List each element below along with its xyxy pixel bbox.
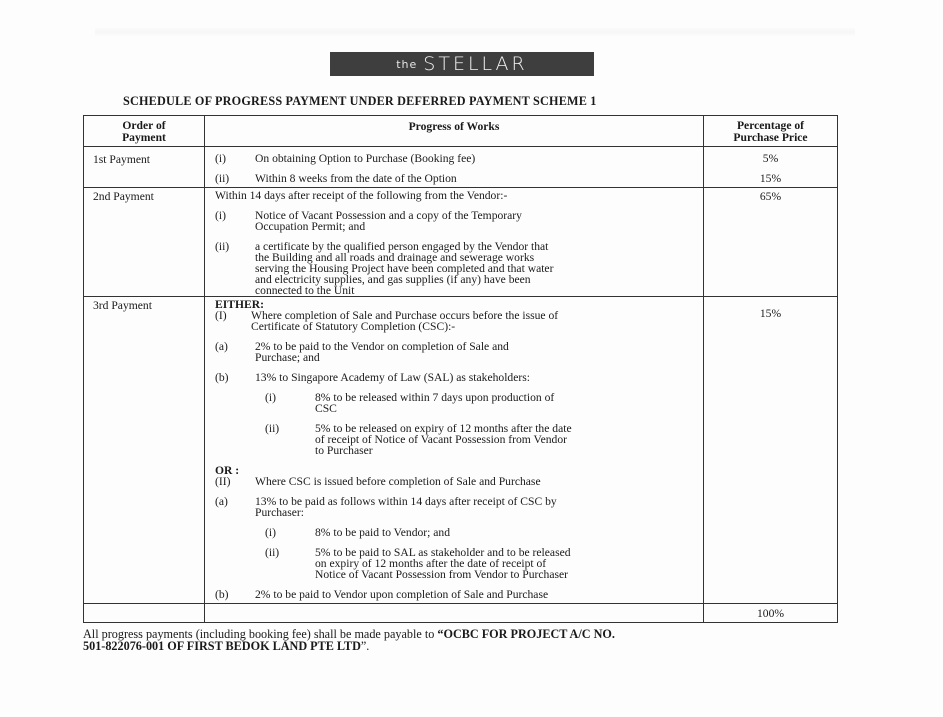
item-text: 2% to be paid to the Vendor on completion of Sale and Purchase; and (255, 340, 509, 364)
item-text: Where completion of Sale and Purchase occurs before the issue of Certificate of Statutory Completion (CSC):- (251, 309, 559, 333)
item-text: Within 8 weeks from the date of the Option (255, 172, 457, 185)
percentage-value: 15% (759, 307, 782, 320)
works-cell (205, 297, 704, 604)
order-cell (84, 297, 205, 604)
percentage-value: 65% (759, 190, 782, 203)
works-item (205, 589, 703, 600)
item-marker: (b) (215, 588, 229, 601)
table-row (84, 297, 838, 604)
item-text: 2% to be paid to Vendor upon completion of Sale and Purchase (255, 588, 549, 601)
works-cell (205, 147, 704, 188)
order-label: 3rd Payment (93, 299, 152, 312)
item-marker: (ii) (215, 172, 230, 185)
item-marker: (II) (215, 475, 231, 488)
works-item (205, 210, 703, 232)
header-works-label: Progress of Works (408, 120, 500, 133)
total-empty-cell (84, 604, 205, 623)
item-marker: (ii) (265, 546, 280, 559)
item-marker: (a) (215, 495, 228, 508)
works-subitem (205, 392, 703, 414)
table-header-row (84, 116, 838, 147)
order-cell (84, 147, 205, 188)
works-item (205, 372, 703, 383)
item-text: Notice of Vacant Possession and a copy of the Temporary Occupation Permit; and (255, 209, 522, 233)
total-empty-cell (205, 604, 704, 623)
item-marker: (i) (215, 152, 226, 165)
either-label: EITHER: (215, 298, 264, 311)
item-marker: (i) (215, 209, 226, 222)
percentage-cell (704, 188, 838, 297)
or-label: OR : (215, 464, 240, 477)
works-cell (205, 188, 704, 297)
works-subitem (205, 423, 703, 456)
header-works (205, 116, 704, 147)
works-item (205, 341, 703, 363)
scan-artifact (95, 28, 855, 36)
option-two (205, 476, 703, 487)
header-order (84, 116, 205, 147)
works-item (205, 241, 703, 296)
works-item (205, 496, 703, 518)
item-text: a certificate by the qualified person engaged by the Vendor that the Building and all roads and drainage and sewerage works serving the Housing Project have been completed and that water and electricity supplies, and gas supplies (if any) have been connected to the Unit (255, 240, 554, 297)
table-row (84, 188, 838, 297)
payment-note (83, 628, 843, 652)
percentage-value: 15% (759, 172, 782, 185)
item-marker: (b) (215, 371, 229, 384)
item-marker: (ii) (215, 240, 230, 253)
header-pct-line1: Percentage of (736, 119, 805, 132)
order-cell (84, 188, 205, 297)
percentage-cell (704, 297, 838, 604)
item-text: 8% to be paid to Vendor; and (315, 526, 451, 539)
option-one (205, 310, 703, 332)
item-marker: (a) (215, 340, 228, 353)
item-marker: (I) (215, 309, 227, 322)
item-text: Where CSC is issued before completion of Sale and Purchase (255, 475, 541, 488)
payment-schedule-table (83, 115, 838, 623)
header-order-line2: Payment (122, 131, 166, 144)
percentage-value: 5% (762, 152, 779, 165)
order-label: 2nd Payment (93, 190, 154, 203)
total-row (84, 604, 838, 623)
note-text: All progress payments (including booking fee) shall be made payable to (83, 627, 438, 641)
header-pct-line2: Purchase Price (733, 131, 808, 144)
header-order-line1: Order of (122, 119, 166, 132)
table-row (84, 147, 838, 188)
logo-name: STELLAR (423, 53, 528, 75)
intro-text: Within 14 days after receipt of the following from the Vendor:- (215, 189, 508, 202)
item-text: On obtaining Option to Purchase (Booking fee) (255, 152, 476, 165)
note-end: ”. (360, 639, 370, 653)
header-percentage (704, 116, 838, 147)
item-text: 8% to be released within 7 days upon production of CSC (315, 391, 555, 415)
percentage-cell (704, 147, 838, 188)
total-value: 100% (756, 607, 785, 620)
item-marker: (i) (265, 391, 276, 404)
item-marker: (ii) (265, 422, 280, 435)
note-account-bold: “OCBC FOR PROJECT A/C NO. (437, 627, 615, 641)
works-item (205, 173, 703, 184)
works-subitem (205, 547, 703, 580)
works-item (205, 153, 703, 164)
item-text: 13% to Singapore Academy of Law (SAL) as stakeholders: (255, 371, 530, 384)
total-cell (704, 604, 838, 623)
works-subitem (205, 527, 703, 538)
works-intro (205, 190, 703, 201)
stellar-logo (330, 52, 594, 76)
note-account-bold-2: 501-822076-001 OF FIRST BEDOK LAND PTE LTD (83, 639, 361, 653)
logo-prefix: the (396, 57, 418, 71)
item-text: 5% to be released on expiry of 12 months after the date of receipt of Notice of Vacant Possession from Vendor to Purchaser (315, 422, 572, 457)
item-text: 13% to be paid as follows within 14 days after receipt of CSC by Purchaser: (255, 495, 557, 519)
item-text: 5% to be paid to SAL as stakeholder and to be released on expiry of 12 months after the date of receipt of Notice of Vacant Possession from Vendor to Purchaser (315, 546, 571, 581)
item-marker: (i) (265, 526, 276, 539)
document-title: SCHEDULE OF PROGRESS PAYMENT UNDER DEFERRED PAYMENT SCHEME 1 (123, 94, 597, 108)
order-label: 1st Payment (93, 153, 151, 166)
